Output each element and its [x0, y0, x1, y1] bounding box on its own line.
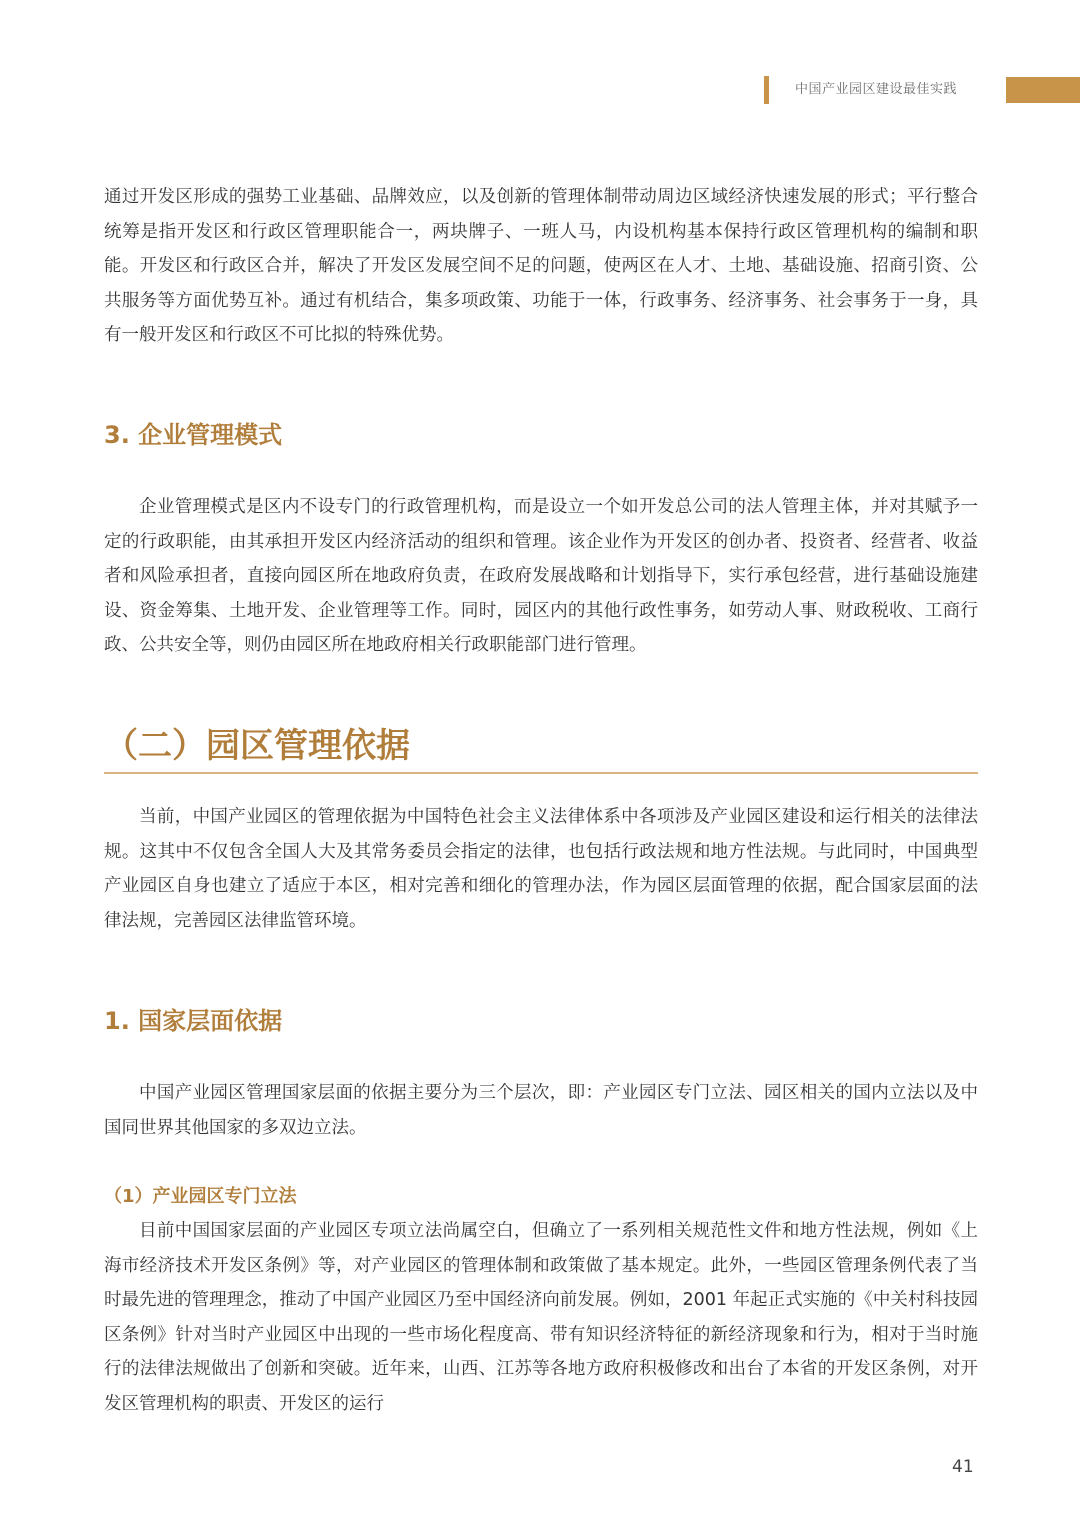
- running-header-title: 中国产业园区建设最佳实践: [795, 82, 958, 97]
- section-heading-enterprise-mode: 3. 企业管理模式: [104, 421, 283, 449]
- chapter-heading-management-basis: （二）园区管理依据: [104, 726, 410, 766]
- page-number: 41: [952, 1457, 974, 1477]
- park-legislation-paragraph: 目前中国国家层面的产业园区专项立法尚属空白，但确立了一系列相关规范性文件和地方性法规，例如《上海市经济技术开发区条例》等，对产业园区的管理体制和政策做了基本规定。此外，一些园区管理条例代表了当时最先进的管理理念，推动了中国产业园区乃至中国经济向前发展。例如，2001 年起正式实施的《中关村科技园区条例》针对当时产业园区中出现的一些市场化程度高、带有知识经济特征的新经济现象和行为，相对于当时施行的法律法规做出了创新和突破。近年来，山西、江苏等各地方政府积极修改和出台了本省的开发区条例，对开发区管理机构的职责、开发区的运行: [104, 1221, 978, 1414]
- intro-paragraph: 通过开发区形成的强势工业基础、品牌效应，以及创新的管理体制带动周边区域经济快速发展的形式；平行整合统筹是指开发区和行政区管理职能合一，两块牌子、一班人马，内设机构基本保持行政区管理机构的编制和职能。开发区和行政区合并，解决了开发区发展空间不足的问题，使两区在人才、土地、基础设施、招商引资、公共服务等方面优势互补。通过有机结合，集多项政策、功能于一体，行政事务、经济事务、社会事务于一身，具有一般开发区和行政区不可比拟的特殊优势。: [104, 187, 978, 345]
- section-heading-national-level: 1. 国家层面依据: [104, 1007, 283, 1035]
- national-level-paragraph: 中国产业园区管理国家层面的依据主要分为三个层次，即：产业园区专门立法、园区相关的国内立法以及中国同世界其他国家的多双边立法。: [104, 1083, 978, 1138]
- header-accent-bar: [764, 76, 769, 104]
- heading-divider: [104, 772, 978, 774]
- subheading-park-legislation: （1）产业园区专门立法: [104, 1186, 297, 1207]
- header-accent-block: [1006, 77, 1080, 103]
- management-basis-paragraph: 当前，中国产业园区的管理依据为中国特色社会主义法律体系中各项涉及产业园区建设和运行相关的法律法规。这其中不仅包含全国人大及其常务委员会指定的法律，也包括行政法规和地方性法规。与此同时，中国典型产业园区自身也建立了适应于本区，相对完善和细化的管理办法，作为园区层面管理的依据，配合国家层面的法律法规，完善园区法律监管环境。: [104, 807, 978, 931]
- enterprise-mode-paragraph: 企业管理模式是区内不设专门的行政管理机构，而是设立一个如开发总公司的法人管理主体，并对其赋予一定的行政职能，由其承担开发区内经济活动的组织和管理。该企业作为开发区的创办者、投资者、经营者、收益者和风险承担者，直接向园区所在地政府负责，在政府发展战略和计划指导下，实行承包经营，进行基础设施建设、资金筹集、土地开发、企业管理等工作。同时，园区内的其他行政性事务，如劳动人事、财政税收、工商行政、公共安全等，则仍由园区所在地政府相关行政职能部门进行管理。: [104, 497, 978, 655]
